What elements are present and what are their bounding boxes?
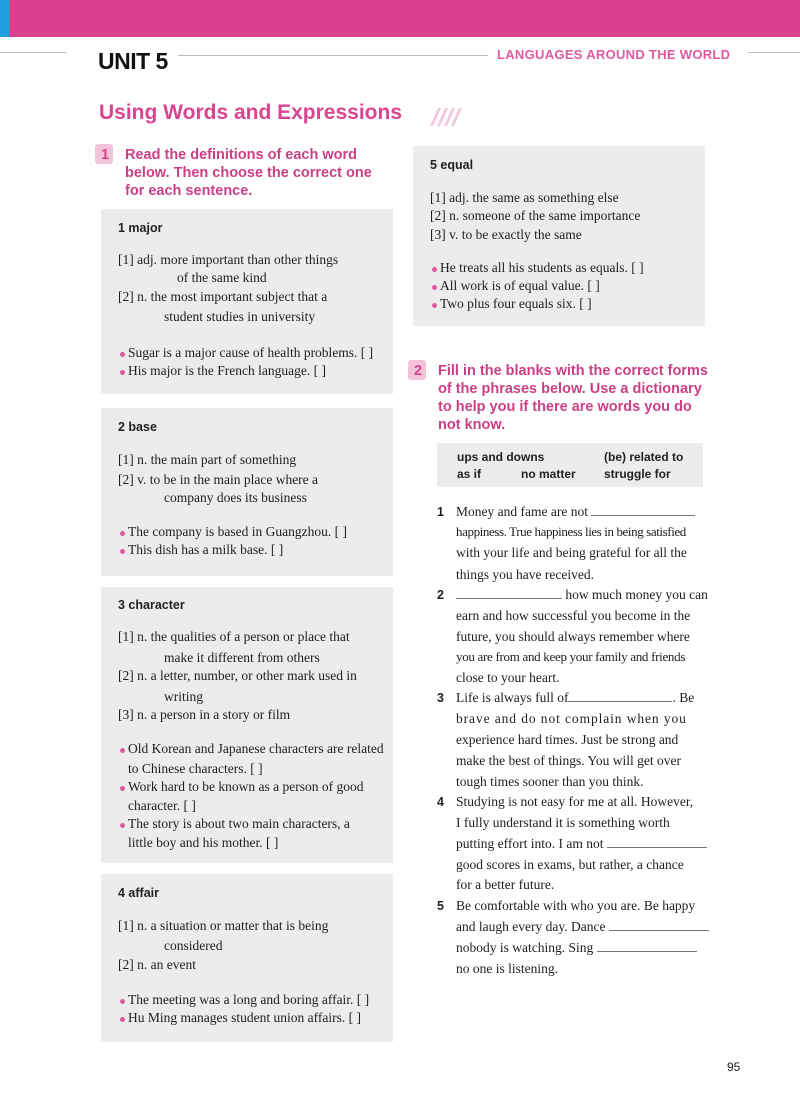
answer-blank[interactable] — [568, 691, 672, 702]
answer-blank[interactable] — [597, 941, 697, 952]
example-sentence: His major is the French language. [ ] — [128, 363, 326, 378]
question-line: for a better future. — [456, 877, 555, 892]
question-number: 1 — [437, 505, 444, 519]
answer-blank[interactable] — [609, 920, 709, 931]
question-line: no one is listening. — [456, 961, 558, 976]
example-sentence: to Chinese characters. [ ] — [128, 761, 263, 776]
example-sentence: little boy and his mother. [ ] — [128, 835, 279, 850]
bullet-icon — [432, 285, 437, 290]
example-sentence: Old Korean and Japanese characters are related — [128, 741, 384, 756]
task-line: of the phrases below. Use a dictionary — [438, 381, 702, 397]
card-title: 4 affair — [118, 886, 159, 900]
page-number: 95 — [727, 1060, 741, 1074]
task-number: 1 — [101, 147, 110, 163]
example-sentence: He treats all his students as equals. [ ] — [440, 260, 644, 275]
top-banner-accent — [0, 0, 9, 37]
example-sentence: All work is of equal value. [ ] — [440, 278, 600, 293]
unit-topic: LANGUAGES AROUND THE WORLD — [497, 47, 731, 62]
card-title: 2 base — [118, 420, 157, 434]
definition-line: make it different from others — [164, 650, 320, 665]
bullet-icon — [432, 267, 437, 272]
question-line: good scores in exams, but rather, a chance — [456, 857, 684, 872]
phrase-box — [437, 443, 703, 487]
definition-line: [1] n. the main part of something — [118, 452, 297, 467]
bullet-icon — [120, 531, 125, 536]
header-rule — [178, 55, 488, 56]
task-line: Fill in the blanks with the correct forms — [438, 363, 708, 379]
question-line: you are from and keep your family and friends — [456, 649, 686, 664]
definition-line: writing — [164, 689, 203, 704]
bullet-icon — [120, 823, 125, 828]
example-sentence: This dish has a milk base. [ ] — [128, 542, 284, 557]
task-number: 2 — [414, 363, 423, 379]
task-line: below. Then choose the correct one — [125, 165, 372, 181]
definition-line: [2] n. a letter, number, or other mark used in — [118, 668, 357, 683]
question-line: putting effort into. I am not — [456, 835, 707, 853]
question-line: things you have received. — [456, 567, 594, 582]
unit-title: UNIT 5 — [98, 48, 168, 74]
bullet-icon — [120, 370, 125, 375]
phrase: struggle for — [604, 467, 671, 481]
question-line: Life is always full of . Be — [456, 690, 695, 705]
question-line: and laugh every day. Dance — [456, 918, 709, 936]
question-line: Money and fame are not — [456, 503, 695, 521]
word-card-equal — [413, 146, 705, 326]
example-sentence: Hu Ming manages student union affairs. [ ] — [128, 1010, 361, 1025]
card-title: 1 major — [118, 221, 163, 235]
card-title: 3 character — [118, 598, 185, 612]
top-banner — [0, 0, 800, 37]
question-line: nobody is watching. Sing — [456, 939, 697, 957]
bullet-icon — [432, 303, 437, 308]
bullet-icon — [120, 999, 125, 1004]
card-title: 5 equal — [430, 158, 474, 172]
bullet-icon — [120, 1017, 125, 1022]
definition-line: [2] n. an event — [118, 957, 196, 972]
question-number: 4 — [437, 795, 444, 809]
bullet-icon — [120, 786, 125, 791]
question-line: tough times sooner than you think. — [456, 774, 644, 789]
example-sentence: The meeting was a long and boring affair. [ ] — [128, 992, 370, 1007]
question-number: 2 — [437, 588, 444, 602]
definition-line: [1] adj. more important than other things — [118, 252, 339, 267]
definition-line: [2] n. the most important subject that a — [118, 289, 328, 304]
header-rule-right — [748, 52, 800, 53]
question-line: Be comfortable with who you are. Be happy — [456, 898, 696, 913]
question-line: with your life and being grateful for all the — [456, 545, 687, 560]
bullet-icon — [120, 748, 125, 753]
task-line: for each sentence. — [125, 183, 253, 199]
definition-line: [3] v. to be exactly the same — [430, 227, 582, 242]
answer-blank[interactable] — [591, 505, 695, 516]
answer-blank[interactable] — [607, 837, 707, 848]
phrase: ups and downs — [457, 450, 545, 464]
example-sentence: Sugar is a major cause of health problems. [ ] — [128, 345, 374, 360]
task-2-instructions — [414, 362, 714, 436]
question-line: brave and do not complain when you — [456, 711, 687, 726]
definition-line: of the same kind — [177, 270, 267, 285]
question-line: I fully understand it is something worth — [456, 815, 670, 830]
header-rule-left — [0, 52, 66, 53]
phrase: (be) related to — [604, 450, 684, 464]
definition-line: [3] n. a person in a story or film — [118, 707, 291, 722]
question-line: close to your heart. — [456, 670, 560, 685]
definition-line: [1] adj. the same as something else — [430, 190, 619, 205]
question-line: future, you should always remember where — [456, 629, 690, 644]
question-line: Studying is not easy for me at all. However, — [456, 794, 694, 809]
word-card-major — [101, 209, 393, 394]
question-line: make the best of things. You will get over — [456, 753, 681, 768]
task-1-instructions — [101, 146, 401, 206]
definition-line: company does its business — [164, 490, 307, 505]
question-line: how much money you can — [456, 586, 708, 604]
question-number: 5 — [437, 899, 444, 913]
example-sentence: Work hard to be known as a person of good — [128, 779, 364, 794]
example-sentence: The company is based in Guangzhou. [ ] — [128, 524, 347, 539]
definition-line: [1] n. the qualities of a person or place that — [118, 629, 350, 644]
example-sentence: Two plus four equals six. [ ] — [440, 296, 592, 311]
question-line: experience hard times. Just be strong and — [456, 732, 679, 747]
question-number: 3 — [437, 691, 444, 705]
word-card-affair — [101, 874, 393, 1042]
task-line: Read the definitions of each word — [125, 147, 358, 163]
definition-line: [1] n. a situation or matter that is being — [118, 918, 329, 933]
word-card-base — [101, 408, 393, 576]
phrase: as if — [457, 467, 482, 481]
definition-line: considered — [164, 938, 223, 953]
word-card-character — [101, 587, 393, 863]
question-line: earn and how successful you become in the — [456, 608, 691, 623]
section-title: Using Words and Expressions — [99, 101, 403, 124]
question-line: happiness. True happiness lies in being satisfied — [456, 524, 686, 539]
definition-line: [2] v. to be in the main place where a — [118, 472, 319, 487]
definition-line: student studies in university — [164, 309, 316, 324]
stripes-decoration-icon — [424, 108, 464, 126]
example-sentence: character. [ ] — [128, 798, 196, 813]
task-line: not know. — [438, 417, 506, 433]
task-line: to help you if there are words you do — [438, 399, 692, 415]
bullet-icon — [120, 352, 125, 357]
example-sentence: The story is about two main characters, a — [128, 816, 350, 831]
definition-line: [2] n. someone of the same importance — [430, 208, 641, 223]
phrase: no matter — [521, 467, 576, 481]
answer-blank[interactable] — [456, 588, 562, 599]
bullet-icon — [120, 549, 125, 554]
